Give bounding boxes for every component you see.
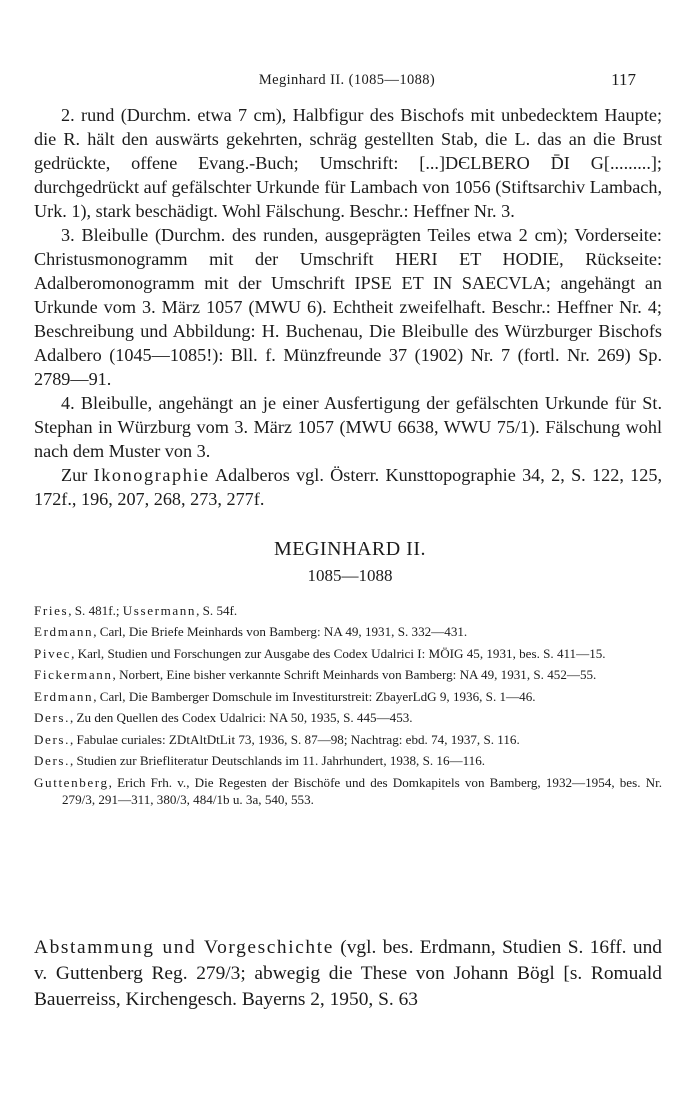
bib-author: Ders. bbox=[34, 753, 70, 769]
bib-author: Ussermann bbox=[122, 603, 197, 618]
bibliography-entry bbox=[34, 731, 662, 749]
bib-text: , Studien zur Briefliteratur Deutschlands im 11. Jahrhundert, 1938, S. 16—116. bbox=[70, 753, 486, 769]
bib-text: , Erich Frh. v., Die Regesten der Bischöfe und des Domkapitels von Bamberg, 1932—1954, bes. Nr. 279/3, 291—311, 380/3, 484/1b u. 3a, 540, 553. bbox=[62, 774, 662, 808]
bib-author: Ders. bbox=[34, 731, 70, 747]
bib-author: Pivec bbox=[34, 645, 72, 661]
bib-text: , Carl, Die Bamberger Domschule im Investiturstreit: ZbayerLdG 9, 1936, S. 1—46. bbox=[93, 688, 536, 704]
bibliography-entry bbox=[34, 688, 662, 706]
paragraph-seal-4: 4. Bleibulle, angehängt an je einer Ausfertigung der gefälschten Urkunde für St. Stephan in Würzburg vom 3. März 1057 (MWU 6638, WWU 75/1). Fälschung wohl nach dem Muster von 3. bbox=[34, 393, 662, 461]
bibliography bbox=[34, 602, 662, 813]
paragraph-seal-3: 3. Bleibulle (Durchm. des runden, ausgeprägten Teiles etwa 2 cm); Vorderseite: Christusmonogramm mit der Umschrift HERI ET HODIE, Rückseite: Adalberomonogramm mit der Umschrift IPSE ET IN SAECVLA; angehängt an Urkunde vom 3. März 1057 (MWU 6). Echtheit zweifelhaft. Beschr.: Heffner Nr. 4; Beschreibung und Abbildung: H. Buchenau, Die Bleibulle des Würzburger Bischofs Adalbero (1045—1085!): Bll. f. Münzfreunde 37 (1902) Nr. 7 (fortl. Nr. 269) Sp. 2789—91. bbox=[34, 225, 662, 389]
running-title: Meginhard II. (1085—1088) bbox=[258, 72, 436, 88]
closing-paragraph bbox=[34, 935, 662, 1013]
bib-text: , Zu den Quellen des Codex Udalrici: NA 50, 1935, S. 445—453. bbox=[70, 710, 413, 726]
bibliography-entry bbox=[34, 602, 662, 620]
bibliography-entry bbox=[34, 774, 662, 809]
bibliography-entry bbox=[34, 752, 662, 770]
bib-author: Erdmann bbox=[34, 688, 94, 704]
bibliography-entry bbox=[34, 645, 662, 663]
bib-text: , S. 54f. bbox=[196, 603, 238, 618]
bib-text: , Carl, Die Briefe Meinhards von Bamberg: NA 49, 1931, S. 332—431. bbox=[93, 624, 468, 640]
paragraph-ikonographie bbox=[34, 463, 662, 511]
page-header bbox=[58, 70, 636, 94]
bib-text: , Norbert, Eine bisher verkannte Schrift Meinhards von Bamberg: NA 49, 1931, S. 452—55. bbox=[112, 667, 597, 683]
ikonographie-prefix: Zur bbox=[61, 465, 94, 485]
section-title: MEGINHARD II. bbox=[273, 538, 427, 560]
section-years: 1085—1088 bbox=[307, 566, 393, 585]
ikonographie-spaced: Ikonographie bbox=[93, 465, 210, 485]
closing-spaced: Abstammung und Vorgeschichte bbox=[34, 937, 334, 958]
bib-author: Fickermann bbox=[34, 667, 113, 683]
bib-author: Fries bbox=[34, 603, 69, 618]
bib-author: Ders. bbox=[34, 710, 70, 726]
bibliography-entry bbox=[34, 666, 662, 684]
bib-text: , Karl, Studien und Forschungen zur Ausgabe des Codex Udalrici I: MÖIG 45, 1931, bes. S. 411—15. bbox=[71, 645, 606, 661]
paragraph-seal-2: 2. rund (Durchm. etwa 7 cm), Halbfigur des Bischofs mit unbedecktem Haupte; die R. hält den auswärts gekehrten, schräg gestellten Stab, die L. das an die Brust gedrückte, offene Evang.-Buch; Umschrift: [...]DЄLBERO D̄I G[.........]; durchgedrückt auf gefälschter Urkunde für Lambach von 1056 (Stiftsarchiv Lambach, Urk. 1), stark beschädigt. Wohl Fälschung. Beschr.: Heffner Nr. 3. bbox=[34, 105, 662, 221]
page-number: 117 bbox=[611, 70, 636, 89]
seal-descriptions bbox=[34, 103, 662, 511]
bib-author: Guttenberg bbox=[34, 774, 109, 790]
bibliography-entry bbox=[34, 623, 662, 641]
bib-author: Erdmann bbox=[34, 624, 94, 640]
bibliography-entry bbox=[34, 709, 662, 727]
bib-text: , S. 481f.; bbox=[68, 603, 123, 618]
paragraph-abstammung bbox=[34, 935, 662, 1013]
closing-rest: (vgl. bes. Erdmann, Studien S. 16ff. und v. Guttenberg Reg. 279/3; abwegig die These von Johann Bögl [s. Romuald Bauerreiss, Kirchengesch. Bayerns 2, 1950, S. 63 bbox=[34, 937, 662, 1010]
ikonographie-rest: Adalberos vgl. Österr. Kunsttopographie 34, 2, S. 122, 125, 172f., 196, 207, 268, 273, 277f. bbox=[34, 465, 662, 509]
bib-text: , Fabulae curiales: ZDtAltDtLit 73, 1936, S. 87—98; Nachtrag: ebd. 74, 1937, S. 116. bbox=[70, 731, 520, 747]
